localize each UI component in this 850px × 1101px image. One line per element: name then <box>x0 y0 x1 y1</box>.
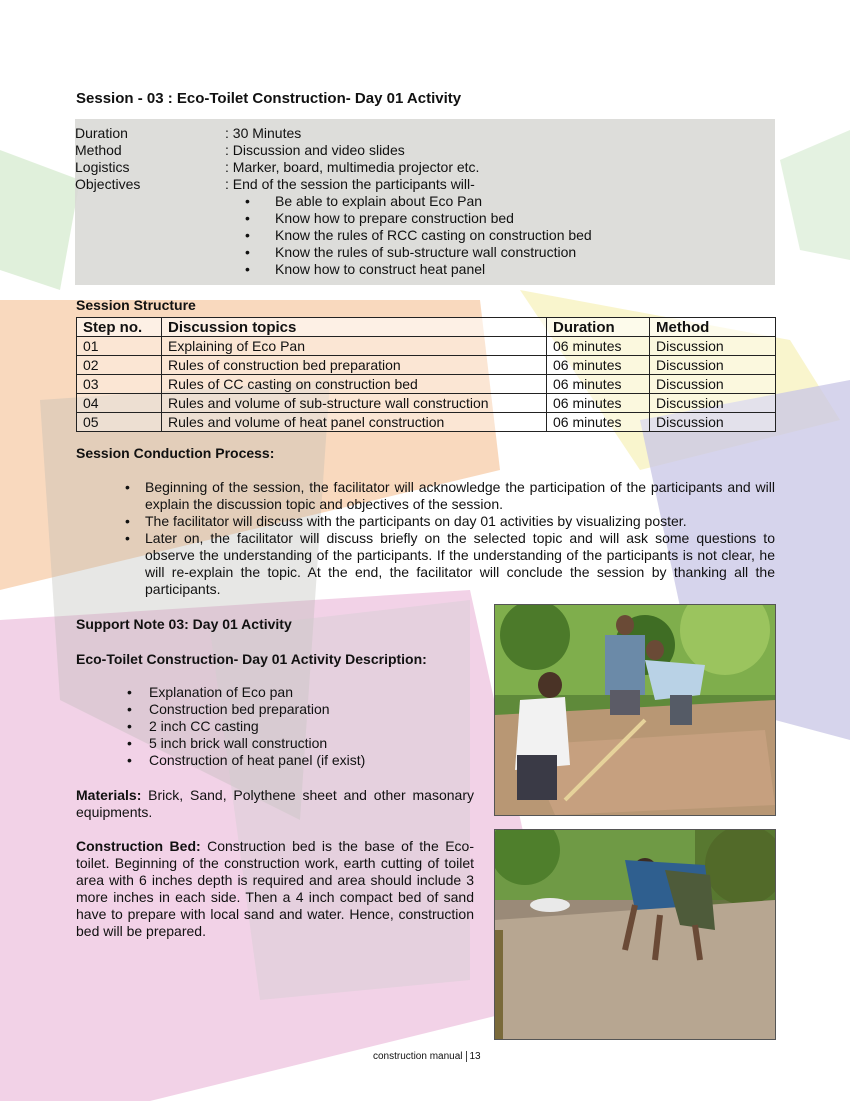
bullet-icon: • <box>127 718 132 734</box>
bullet-icon: • <box>245 210 250 226</box>
materials-label: Materials: <box>76 787 142 803</box>
activity-description-heading: Eco-Toilet Construction- Day 01 Activity Description: <box>76 651 427 667</box>
info-label: Method <box>75 142 122 158</box>
list-item-text: 2 inch CC casting <box>149 718 259 734</box>
list-item <box>125 479 775 513</box>
construction-bed-photo-1 <box>494 604 776 816</box>
list-item <box>127 701 365 718</box>
bullet-icon: • <box>127 684 132 700</box>
table-row <box>77 413 776 432</box>
table-cell: 06 minutes <box>547 337 650 356</box>
bullet-icon: • <box>245 244 250 260</box>
session-structure-table <box>76 317 776 432</box>
table-row <box>77 337 776 356</box>
list-item <box>127 718 365 735</box>
activity-list <box>127 684 365 769</box>
table-cell: 06 minutes <box>547 375 650 394</box>
list-item-text: The facilitator will discuss with the participants on day 01 activities by visualizing poster. <box>145 513 687 529</box>
info-value: : Marker, board, multimedia projector etc. <box>225 159 480 175</box>
bullet-icon: • <box>245 261 250 277</box>
bullet-icon: • <box>245 193 250 209</box>
photo-illustration <box>495 605 775 815</box>
list-item-text: Beginning of the session, the facilitator will acknowledge the participation of the participants and will explain the discussion topic and objectives of the session. <box>145 479 775 512</box>
objective-text: Be able to explain about Eco Pan <box>275 193 483 209</box>
table-cell: 06 minutes <box>547 356 650 375</box>
construction-bed-photo-2 <box>494 829 776 1040</box>
column-header: Method <box>650 318 776 337</box>
footer-label: construction manual <box>373 1051 463 1063</box>
conduction-list <box>125 479 775 598</box>
session-info-box <box>75 119 775 285</box>
list-item <box>125 530 775 598</box>
objective-text: Know how to construct heat panel <box>275 261 486 277</box>
table-cell: Rules of CC casting on construction bed <box>162 375 547 394</box>
info-label: Duration <box>75 125 128 141</box>
page-footer <box>373 1051 481 1062</box>
bullet-icon: • <box>125 479 130 495</box>
bullet-icon: • <box>245 227 250 243</box>
bullet-icon: • <box>125 513 130 529</box>
table-cell: Discussion <box>650 337 776 356</box>
column-header: Duration <box>547 318 650 337</box>
column-header: Step no. <box>77 318 162 337</box>
list-item-text: 5 inch brick wall construction <box>149 735 328 751</box>
materials-paragraph <box>76 787 474 821</box>
table-cell: 06 minutes <box>547 413 650 432</box>
support-note-heading: Support Note 03: Day 01 Activity <box>76 616 292 632</box>
table-cell: Discussion <box>650 356 776 375</box>
info-value: : End of the session the participants will- <box>225 176 475 192</box>
table-cell: Discussion <box>650 413 776 432</box>
table-cell: Discussion <box>650 394 776 413</box>
objective-text: Know the rules of RCC casting on construction bed <box>275 227 592 243</box>
table-header-row <box>77 318 776 337</box>
table-cell: Rules and volume of heat panel construction <box>162 413 547 432</box>
table-cell: Rules and volume of sub-structure wall construction <box>162 394 547 413</box>
bullet-icon: • <box>125 530 130 546</box>
table-cell: 01 <box>77 337 162 356</box>
list-item <box>125 513 775 530</box>
conduction-heading: Session Conduction Process: <box>76 445 275 461</box>
table-cell: 06 minutes <box>547 394 650 413</box>
session-title: Session - 03 : Eco-Toilet Construction- Day 01 Activity <box>76 90 462 107</box>
construction-bed-paragraph <box>76 838 474 940</box>
list-item <box>127 752 365 769</box>
construction-bed-label: Construction Bed: <box>76 838 201 854</box>
table-cell: 03 <box>77 375 162 394</box>
info-value: : 30 Minutes <box>225 125 302 141</box>
list-item-text: Later on, the facilitator will discuss briefly on the selected topic and will ask some questions to observe the understanding of the participants. If the understanding of the participants is not clear, he will re-explain the topic. At the end, the facilitator will conclude the session by thanking all the participants. <box>145 530 775 597</box>
session-structure-heading: Session Structure <box>76 297 196 313</box>
table-row <box>77 375 776 394</box>
footer-separator <box>466 1051 467 1062</box>
table-cell: 05 <box>77 413 162 432</box>
list-item <box>127 684 365 701</box>
list-item-text: Explanation of Eco pan <box>149 684 293 700</box>
bullet-icon: • <box>127 752 132 768</box>
table-cell: Discussion <box>650 375 776 394</box>
photo-illustration <box>495 830 775 1039</box>
table-row <box>77 394 776 413</box>
info-value: : Discussion and video slides <box>225 142 405 158</box>
column-header: Discussion topics <box>162 318 547 337</box>
table-cell: 02 <box>77 356 162 375</box>
info-label: Objectives <box>75 176 141 192</box>
materials-text: Brick, Sand, Polythene sheet and other masonary equipments. <box>76 787 474 820</box>
page-number: 13 <box>469 1051 481 1063</box>
bullet-icon: • <box>127 701 132 717</box>
info-label: Logistics <box>75 159 130 175</box>
list-item-text: Construction bed preparation <box>149 701 330 717</box>
construction-bed-text: Construction bed is the base of the Eco-toilet. Beginning of the construction work, earth cutting of toilet area with 6 inches depth is required and area should include 3 more inches in each side. Then a 4 inch compact bed of sand have to prepare with local sand and water. Hence, construction bed will be prepared. <box>76 838 474 939</box>
objective-text: Know how to prepare construction bed <box>275 210 514 226</box>
table-cell: 04 <box>77 394 162 413</box>
bullet-icon: • <box>127 735 132 751</box>
objective-text: Know the rules of sub-structure wall construction <box>275 244 577 260</box>
table-cell: Explaining of Eco Pan <box>162 337 547 356</box>
table-cell: Rules of construction bed preparation <box>162 356 547 375</box>
list-item <box>127 735 365 752</box>
table-row <box>77 356 776 375</box>
list-item-text: Construction of heat panel (if exist) <box>149 752 366 768</box>
